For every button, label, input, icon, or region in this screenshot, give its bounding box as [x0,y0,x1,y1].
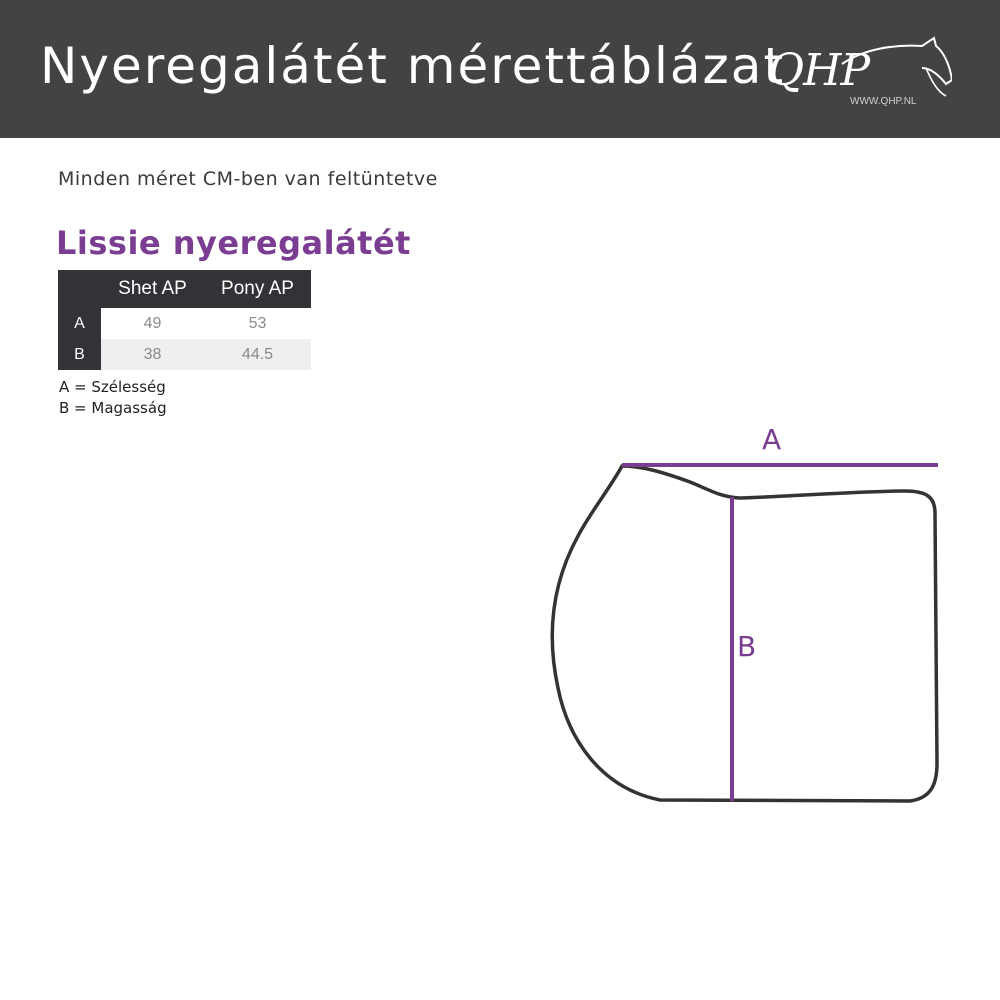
product-title: Lissie nyeregalátét [56,224,411,262]
table-cell: 44.5 [204,339,311,370]
logo-wordmark: QHP [768,45,870,96]
saddle-pad-outline [540,418,960,818]
legend-item: A = Szélesség [59,378,166,396]
legend-item: B = Magasság [59,399,167,417]
units-note: Minden méret CM-ben van feltüntetve [58,168,438,190]
table-cell: 49 [143,314,162,332]
height-label: B [737,630,757,663]
header-bar [0,0,1000,138]
saddle-pad-diagram [540,418,960,818]
dimension-legend [59,377,167,419]
table-header-row [58,270,311,308]
row-label: A [58,308,101,339]
table-cell: 38 [101,339,204,370]
page-title: Nyeregalátét mérettáblázat [40,37,786,95]
size-table [58,270,311,370]
table-row [58,339,311,370]
logo-url: WWW.QHP.NL [850,96,917,107]
table-row [58,308,311,339]
table-cell: 53 [248,314,267,332]
table-corner [58,270,101,308]
column-header: Shet AP [101,270,204,308]
column-header: Pony AP [204,270,311,308]
row-label: B [58,339,101,370]
qhp-logo [762,32,952,118]
width-label: A [762,423,782,456]
